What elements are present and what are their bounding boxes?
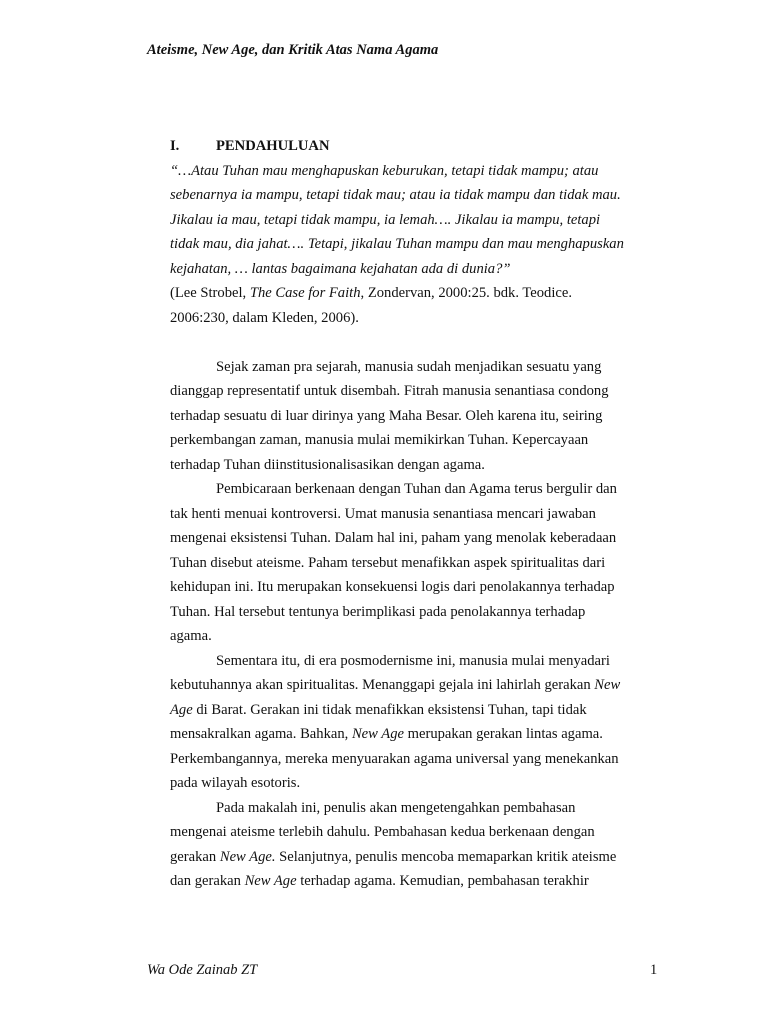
epigraph-quote [170, 159, 665, 282]
text-run: merupakan gerakan lintas agama. [403, 726, 603, 742]
text-run: di Barat. Gerakan ini tidak menafikkan eksistensi Tuhan, tapi tidak [192, 701, 587, 718]
paragraph-line [170, 575, 665, 600]
text-run: perkembangan zaman, manusia mulai memikirkan Tuhan. Kepercayaan [170, 432, 589, 448]
quote-line: Jikalau ia mau, tetapi tidak mampu, ia lemah…. Jikalau ia mampu, tetapi [170, 211, 601, 228]
quote-line: sebenarnya ia mampu, tetapi tidak mau; atau ia tidak mampu dan tidak mau. [170, 187, 621, 203]
page-number: 1 [650, 962, 658, 978]
paragraph-line [170, 796, 665, 821]
body-paragraph [170, 796, 665, 894]
text-run: gerakan [170, 848, 220, 865]
italic-term: New Age [351, 726, 404, 742]
footer-author: Wa Ode Zainab ZT [147, 962, 258, 978]
text-run: Tuhan. Hal tersebut tentunya berimplikasi pada penolakannya terhadap [170, 603, 586, 620]
body-paragraph [170, 477, 665, 649]
paragraph-line [170, 551, 665, 576]
paragraph-line [170, 355, 665, 380]
text-run: dan gerakan [170, 873, 245, 889]
paragraph-line [170, 404, 665, 429]
paragraph-line [170, 526, 665, 551]
text-run: Selanjutnya, penulis mencoba memaparkan kritik ateisme [275, 848, 617, 865]
running-header: Ateisme, New Age, dan Kritik Atas Nama Agama [147, 42, 439, 58]
paragraph-line [170, 453, 665, 478]
paragraph-line [170, 379, 665, 404]
text-run: Tuhan disebut ateisme. Paham tersebut menafikkan aspek spiritualitas dari [170, 554, 606, 571]
paragraph-line [170, 673, 665, 698]
text-run: agama. [170, 628, 212, 644]
body-paragraph [170, 355, 665, 478]
text-run: tak henti menuai kontroversi. Umat manusia senantiasa mencari jawaban [170, 505, 596, 522]
paragraph-line [170, 600, 665, 625]
text-run: dianggap representatif untuk disembah. Fitrah manusia senantiasa condong [170, 383, 609, 399]
quote-line: kejahatan, … lantas bagaimana kejahatan ada di dunia?” [170, 260, 511, 277]
italic-term: New Age. [219, 848, 276, 865]
text-run: Perkembangannya, mereka menyuarakan agama universal yang menekankan [170, 750, 619, 767]
text-run: mengenai eksistensi Tuhan. Dalam hal ini, paham yang menolak keberadaan [170, 530, 617, 546]
body-paragraph [170, 649, 665, 796]
text-run: pada wilayah esotoris. [170, 775, 301, 791]
paragraph-spacer [170, 330, 665, 355]
citation-suffix: , Zondervan, 2000:25. bdk. Teodice. [360, 285, 573, 301]
quote-line: tidak mau, dia jahat…. Tetapi, jikalau Tuhan mampu dan mau menghapuskan [170, 236, 624, 252]
italic-term: Age [170, 701, 193, 718]
paragraph-line [170, 869, 665, 894]
text-run: terhadap Tuhan diinstitusionalisasikan dengan agama. [170, 456, 485, 473]
paragraph-line [170, 722, 665, 747]
paragraph-line [170, 771, 665, 796]
text-run: Sementara itu, di era posmodernisme ini, manusia mulai menyadari [216, 652, 610, 669]
section-number: I. [170, 138, 180, 154]
body-paragraphs [170, 355, 665, 894]
citation-book-title: The Case for Faith [249, 285, 361, 301]
text-run: terhadap sesuatu di luar dirinya yang Maha Besar. Oleh karena itu, seiring [170, 407, 603, 424]
text-run: Sejak zaman pra sejarah, manusia sudah menjadikan sesuatu yang [216, 358, 602, 375]
quote-citation [170, 281, 665, 330]
italic-term: New Age [244, 873, 297, 889]
quote-line: “…Atau Tuhan mau menghapuskan keburukan, tetapi tidak mampu; atau [170, 162, 599, 179]
paragraph-line [170, 747, 665, 772]
paragraph-line [170, 845, 665, 870]
section-heading [170, 134, 665, 159]
paragraph-line [170, 624, 665, 649]
text-run: mengenai ateisme terlebih dahulu. Pembahasan kedua berkenaan dengan [170, 824, 595, 840]
document-body [170, 134, 665, 894]
paragraph-line [170, 698, 665, 723]
paragraph-line [170, 428, 665, 453]
paragraph-line [170, 820, 665, 845]
citation-prefix: (Lee Strobel, [170, 285, 250, 301]
text-run: Pada makalah ini, penulis akan mengetengahkan pembahasan [216, 799, 576, 816]
text-run: kehidupan ini. Itu merupakan konsekuensi logis dari penolakannya terhadap [170, 579, 615, 595]
text-run: kebutuhannya akan spiritualitas. Menanggapi gejala ini lahirlah gerakan [170, 677, 595, 693]
text-run: Pembicaraan berkenaan dengan Tuhan dan Agama terus bergulir dan [216, 481, 617, 497]
text-run: terhadap agama. Kemudian, pembahasan terakhir [296, 873, 589, 889]
paragraph-line [170, 477, 665, 502]
italic-term: New [594, 677, 621, 693]
section-title: PENDAHULUAN [216, 138, 330, 154]
paragraph-line [170, 649, 665, 674]
paragraph-line [170, 502, 665, 527]
text-run: mensakralkan agama. Bahkan, [170, 726, 352, 742]
citation-line-2: 2006:230, dalam Kleden, 2006). [170, 309, 359, 326]
